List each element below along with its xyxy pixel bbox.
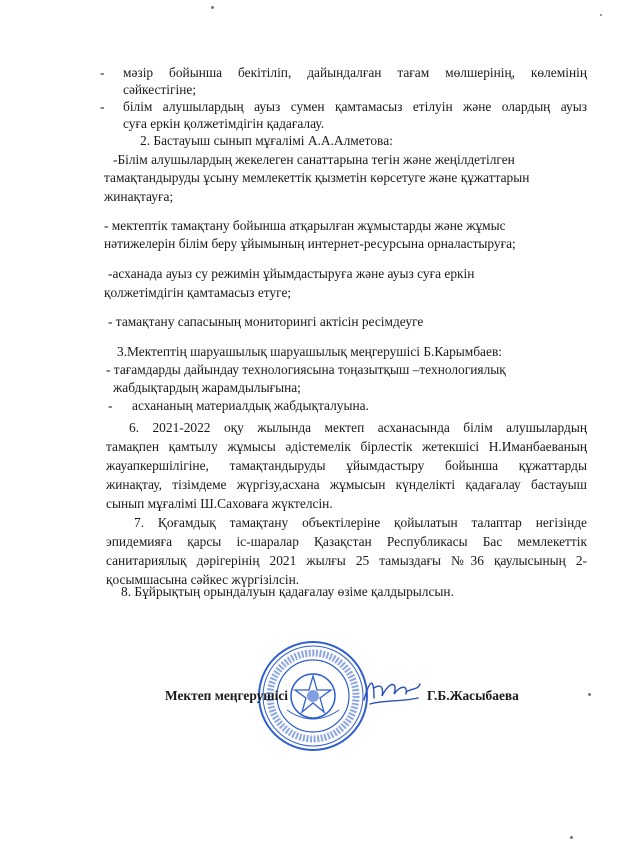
- text-line: -асханада ауыз су режимін ұйымдастыруға және ауыз суға еркін: [108, 266, 475, 281]
- scan-speck: [570, 836, 573, 839]
- scan-speck: [211, 6, 214, 9]
- bullet-dash: -: [100, 99, 105, 114]
- signature-name: Г.Б.Жасыбаева: [427, 688, 519, 703]
- text-line: суға еркін қолжетімдігін қадағалау.: [123, 116, 325, 131]
- text-line: жинақтауға;: [104, 189, 174, 204]
- scan-speck: [600, 14, 602, 16]
- handwritten-signature-icon: [360, 670, 424, 710]
- bullet-dash: -: [100, 65, 105, 80]
- text-line: жауапкершілігіне, тамақтандыруды ұйымдастыру бойынша құжаттарды: [106, 458, 587, 473]
- text-line: санитариялық дәрігерінің 2021 жылғы 25 тамыздағы №36 қаулысының 2-: [106, 553, 587, 568]
- text-line: 8. Бұйрықтың орындалуын қадағалау өзіме қалдырылсын.: [121, 584, 454, 599]
- text-line: 6. 2021-2022 оқу жылында мектеп асханасында білім алушылардың: [129, 420, 587, 435]
- text-line: қосымшасына сәйкес жүргізілсін.: [106, 572, 300, 587]
- text-line: -Білім алушылардың жекелеген санаттарына тегін және жеңілдетілген: [113, 152, 515, 167]
- text-line: жабдықтардың жарамдылығына;: [113, 380, 301, 395]
- text-line: қолжетімдігін қамтамасыз етуге;: [104, 285, 292, 300]
- text-line: тамақпен қамтылу жұмысы әдістемелік бірлестік жетекшісі Н.Иманбаеваның: [106, 439, 587, 454]
- bullet-dash: -: [108, 398, 113, 413]
- section-heading: 3.Мектептің шаруашылық шаруашылық меңгерушісі Б.Карымбаев:: [117, 344, 502, 359]
- text-line: нәтижелерін білім беру ұйымының интернет-ресурсына орналастыруға;: [104, 236, 516, 251]
- text-line: сынып мұғалімі Ш.Саховаға жүктелсін.: [106, 496, 333, 511]
- text-line: асхананың материалдық жабдықталуына.: [132, 398, 369, 413]
- text-line: жинақтау, тізімдеме жүргізу,асхана жұмысын күнделікті қадағалау бастауыш: [106, 477, 587, 492]
- text-line: - тамақтану сапасының мониторингі актісін ресімдеуге: [108, 314, 424, 329]
- text-line: - тағамдарды дайындау технологиясына тоңазытқыш –технологиялық: [106, 362, 506, 377]
- text-line: эпидемияға қарсы іс-шаралар Қазақстан Республикасы Бас мемлекеттік: [106, 534, 587, 549]
- text-line: 7. Қоғамдық тамақтану объектілеріне қойылатын талаптар негізінде: [134, 515, 587, 530]
- text-line: тамақтандыруды ұсыну мемлекеттік қызметін көрсетуге және құжаттарын: [104, 170, 530, 185]
- text-line: білім алушылардың ауыз сумен қамтамасыз етілуін және олардың ауыз: [123, 99, 587, 114]
- signature-title: Мектеп меңгерушісі: [165, 688, 288, 703]
- scan-speck: [588, 693, 591, 696]
- section-heading: 2. Бастауыш сынып мұғалімі А.А.Алметова:: [140, 133, 393, 148]
- text-line: мәзір бойынша бекітіліп, дайындалған тағам мөлшерінің, көлемінің: [123, 65, 587, 80]
- text-line: - мектептік тамақтану бойынша атқарылған жұмыстарды және жұмыс: [104, 218, 506, 233]
- text-line: сәйкестігіне;: [123, 82, 197, 97]
